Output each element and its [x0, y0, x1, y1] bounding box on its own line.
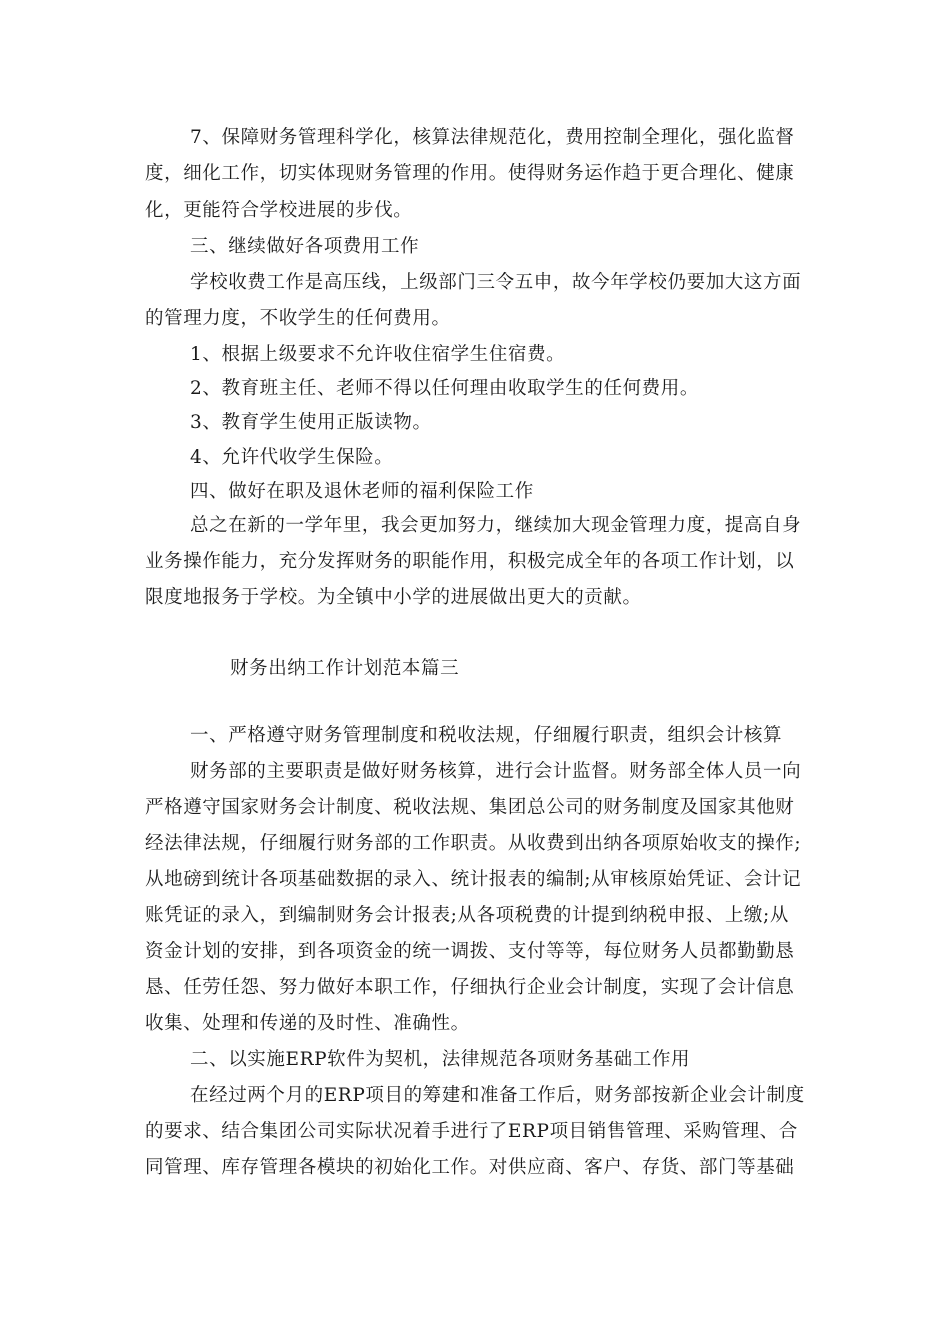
section-heading: 二、以实施ERP软件为契机，法律规范各项财务基础工作用 — [190, 1049, 691, 1070]
paragraph-line: 的要求、结合集团公司实际状况着手进行了ERP项目销售管理、采购管理、合 — [145, 1121, 798, 1142]
paragraph-line: 学校收费工作是高压线，上级部门三令五申，故今年学校仍要加大这方面 — [190, 272, 802, 293]
list-item: 3、教育学生使用正版读物。 — [190, 412, 432, 433]
paragraph-line: 从地磅到统计各项基础数据的录入、统计报表的编制;从审核原始凭证、会计记 — [145, 869, 802, 890]
paragraph-line: 总之在新的一学年里，我会更加努力，继续加大现金管理力度，提高自身 — [190, 515, 802, 536]
list-item: 2、教育班主任、老师不得以任何理由收取学生的任何费用。 — [190, 378, 699, 399]
paragraph-line: 账凭证的录入，到编制财务会计报表;从各项税费的计提到纳税申报、上缴;从 — [145, 905, 789, 926]
paragraph-line: 恳、任劳任怨、努力做好本职工作，仔细执行企业会计制度，实现了会计信息 — [145, 977, 795, 998]
paragraph-line: 在经过两个月的ERP项目的筹建和准备工作后，财务部按新企业会计制度 — [190, 1085, 805, 1106]
paragraph-line: 7、保障财务管理科学化，核算法律规范化，费用控制全理化，强化监督 — [190, 127, 795, 148]
section-heading: 一、严格遵守财务管理制度和税收法规，仔细履行职责，组织会计核算 — [190, 725, 783, 746]
paragraph-line: 收集、处理和传递的及时性、准确性。 — [145, 1013, 470, 1034]
section-title: 财务出纳工作计划范本篇三 — [230, 658, 460, 679]
paragraph-line: 化，更能符合学校进展的步伐。 — [145, 200, 413, 221]
paragraph-line: 资金计划的安排，到各项资金的统一调拨、支付等等，每位财务人员都勤勤恳 — [145, 941, 795, 962]
section-heading: 三、继续做好各项费用工作 — [190, 236, 420, 257]
paragraph-line: 财务部的主要职责是做好财务核算，进行会计监督。财务部全体人员一向 — [190, 761, 802, 782]
paragraph-line: 的管理力度，不收学生的任何费用。 — [145, 308, 451, 329]
paragraph-line: 限度地报务于学校。为全镇中小学的进展做出更大的贡献。 — [145, 587, 642, 608]
list-item: 4、允许代收学生保险。 — [190, 447, 394, 468]
paragraph-line: 业务操作能力，充分发挥财务的职能作用，积极完成全年的各项工作计划，以 — [145, 551, 795, 572]
list-item: 1、根据上级要求不允许收住宿学生住宿费。 — [190, 344, 566, 365]
section-heading: 四、做好在职及退休老师的福利保险工作 — [190, 481, 534, 502]
paragraph-line: 同管理、库存管理各模块的初始化工作。对供应商、客户、存货、部门等基础 — [145, 1157, 795, 1178]
paragraph-line: 度，细化工作，切实体现财务管理的作用。使得财务运作趋于更合理化、健康 — [145, 163, 795, 184]
paragraph-line: 经法律法规，仔细履行财务部的工作职责。从收费到出纳各项原始收支的操作; — [145, 833, 802, 854]
paragraph-line: 严格遵守国家财务会计制度、税收法规、集团总公司的财务制度及国家其他财 — [145, 797, 795, 818]
